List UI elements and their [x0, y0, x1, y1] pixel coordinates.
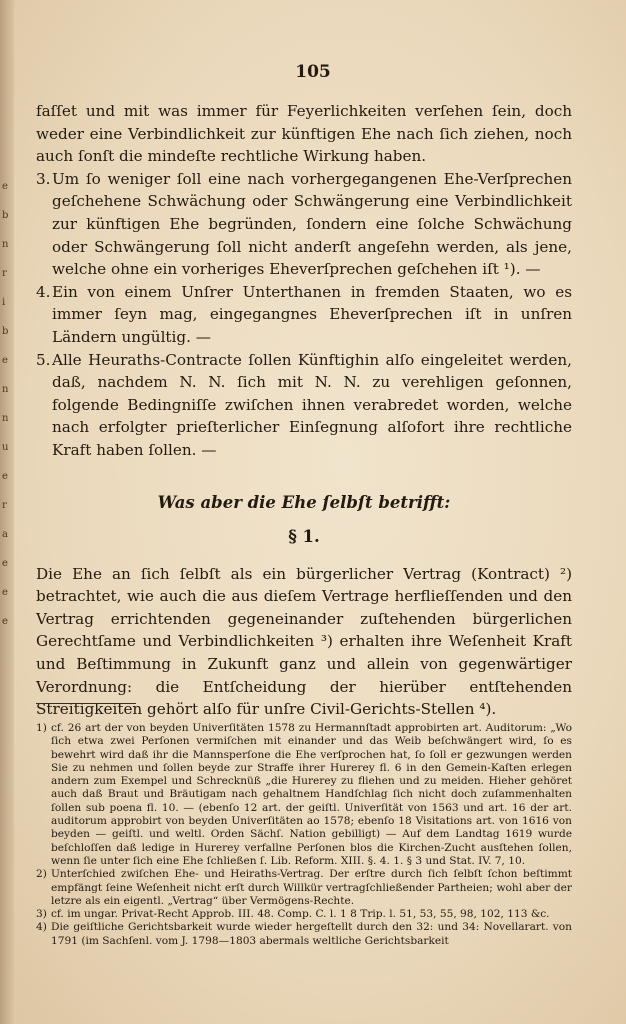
margin-fragment: n — [2, 413, 9, 424]
main-text — [36, 100, 572, 721]
footnote-divider — [36, 703, 136, 704]
continuation-paragraph: faſſet und mit was immer für Feyerlichkeiten verſehen ſein, doch weder eine Verbindlichkeit zur künftigen Ehe nach ſich ziehen, noch auch ſonſt die mindeſte rechtliche Wirkung haben. — [36, 102, 572, 166]
footnote-2 — [36, 868, 572, 908]
footnote-4 — [36, 921, 572, 948]
list-item-number: 3. — [36, 169, 51, 188]
list-item-number: 5. — [36, 350, 51, 369]
footnote-text: cf. im ungar. Privat-Recht Approb. III. 48. Comp. C. l. 1 8 Trip. l. 51, 53, 55, 98, 102, 113 &c. — [51, 908, 550, 921]
list-item-text: Um ſo weniger ſoll eine nach vorhergegangenen Ehe-Verſprechen geſchehene Schwächung oder Schwängerung eine Verbindlichkeit zur künftigen Ehe begründen, ſondern eine ſolche Schwächung oder Schwängerung ſoll nicht anderſt angeſehn werden, als jene, welche ohne ein vorheriges Eheverſprechen geſchehen iſt ¹). — — [52, 169, 572, 279]
footnote-1 — [36, 722, 572, 868]
margin-fragments — [2, 172, 14, 636]
margin-fragment: e — [2, 181, 8, 192]
section-number: § 1. — [288, 527, 320, 547]
section-heading: Was aber die Ehe ſelbſt betrifft: — [157, 492, 451, 512]
list-item-text: Alle Heuraths-Contracte ſollen Künftighin alſo eingeleitet werden, daß, nachdem N. N. ſich mit N. N. zu verehligen geſonnen, folgende Bedingniſſe zwiſchen ihnen verabredet worden, welche nach erfolgter prieſterlicher Einſegnung alſofort ihre rechtliche Kraft haben ſollen. — — [52, 350, 572, 459]
margin-fragment: e — [2, 355, 8, 366]
footnote-number: 3) — [36, 908, 47, 921]
footnote-text: cf. 26 art der von beyden Univerſitäten 1578 zu Hermannſtadt approbirten art. Auditorum: „Wo ſich etwa zwei Perſonen vermiſchen mit einander und das Weib beſchwängert wird, ſo es bewehrt wird daß ihr die Mannsperſone die Ehe verſprochen hat, ſo ſoll er gezwungen werden Sie zu nehmen und ſollen beyde zur Straffe ihrer Hurerey fl. 6 in den Gemein-Kaſten erlegen andern zum Exempel und Schrecknüß „die Hurerey zu fliehen und zu meiden. Hieher gehöret auch daß Braut und Bräutigam nach gehaltnem Handſchlag ſich nicht doch zuſammenhalten ſollen sub poena fl. 10. — (ebenſo 12 art. der geiſtl. Univerſität von 1563 und art. 16 der art. auditorum approbirt von beyden Univerſitäten ao 1578; ebenſo 18 Visitations art. von 1616 von beyden — geiſtl. und weltl. Orden Sächſ. Nation gebilligt) — Auf dem Landtag 1619 wurde beſchloſſen daß ledige in Hurerey verfallne Perſonen blos die Kirchen-Zucht ausſtehen ſollen, wenn ſie unter ſich eine Ehe ſchließen ſ. Lib. Reform. XIII. §. 4. 1. § 3 und Stat. IV. 7, 10. — [51, 722, 572, 867]
margin-fragment: r — [2, 268, 7, 279]
list-item-4 — [36, 281, 572, 349]
margin-fragment: e — [2, 587, 8, 598]
footnote-3 — [36, 908, 572, 921]
footnote-number: 2) — [36, 868, 47, 881]
list-item-number: 4. — [36, 282, 51, 301]
page-number: 105 — [295, 62, 331, 82]
margin-fragment: n — [2, 384, 9, 395]
footnote-text: Unterſchied zwiſchen Ehe- und Heiraths-Vertrag. Der erſtre durch ſich ſelbſt ſchon beſtimmt empfängt ſeine Weſenheit nicht erſt durch Willkür vertragſchließender Partheien; wohl aber der letzre als ein eigentl. „Vertrag“ über Vermögens-Rechte. — [51, 868, 572, 907]
margin-fragment: u — [2, 442, 9, 453]
margin-fragment: e — [2, 616, 8, 627]
margin-fragment: r — [2, 500, 7, 511]
list-item-3 — [36, 168, 572, 281]
margin-fragment: b — [2, 210, 9, 221]
margin-fragment: e — [2, 471, 8, 482]
footnote-number: 4) — [36, 921, 47, 934]
footnote-number: 1) — [36, 722, 47, 734]
margin-fragment: i — [2, 297, 6, 308]
list-item-5 — [36, 349, 572, 462]
footnotes — [36, 722, 572, 948]
section-paragraph: Die Ehe an ſich ſelbſt als ein bürgerlicher Vertrag (Kontract) ²) betrachtet, wie auch die aus dieſem Vertrage herflieſſenden und den Vertrag errichtenden gegeneinander zuſtehenden bürgerlichen Gerechtſame und Verbindlichkeiten ³) erhalten ihre Weſenheit Kraft und Beſtimmung in Zukunft ganz und allein von gegenwärtiger Verordnung: die Entſcheidung der hierüber entſtehenden Streitigkeiten gehört alſo für unſre Civil-Gerichts-Stellen ⁴). — [36, 564, 572, 719]
margin-fragment: n — [2, 239, 9, 250]
margin-fragment: a — [2, 529, 8, 540]
footnote-text: Die geiſtliche Gerichtsbarkeit wurde wieder hergeſtellt durch den 32: und 34: Novellarart. von 1791 (im Sachſenl. vom J. 1798—1803 abermals weltliche Gerichtsbarkeit — [51, 921, 572, 947]
margin-fragment: b — [2, 326, 9, 337]
margin-fragment: e — [2, 558, 8, 569]
list-item-text: Ein von einem Unſrer Unterthanen in fremden Staaten, wo es immer ſeyn mag, eingegangnes Eheverſprechen iſt in unſren Ländern ungültig. — — [52, 282, 572, 346]
